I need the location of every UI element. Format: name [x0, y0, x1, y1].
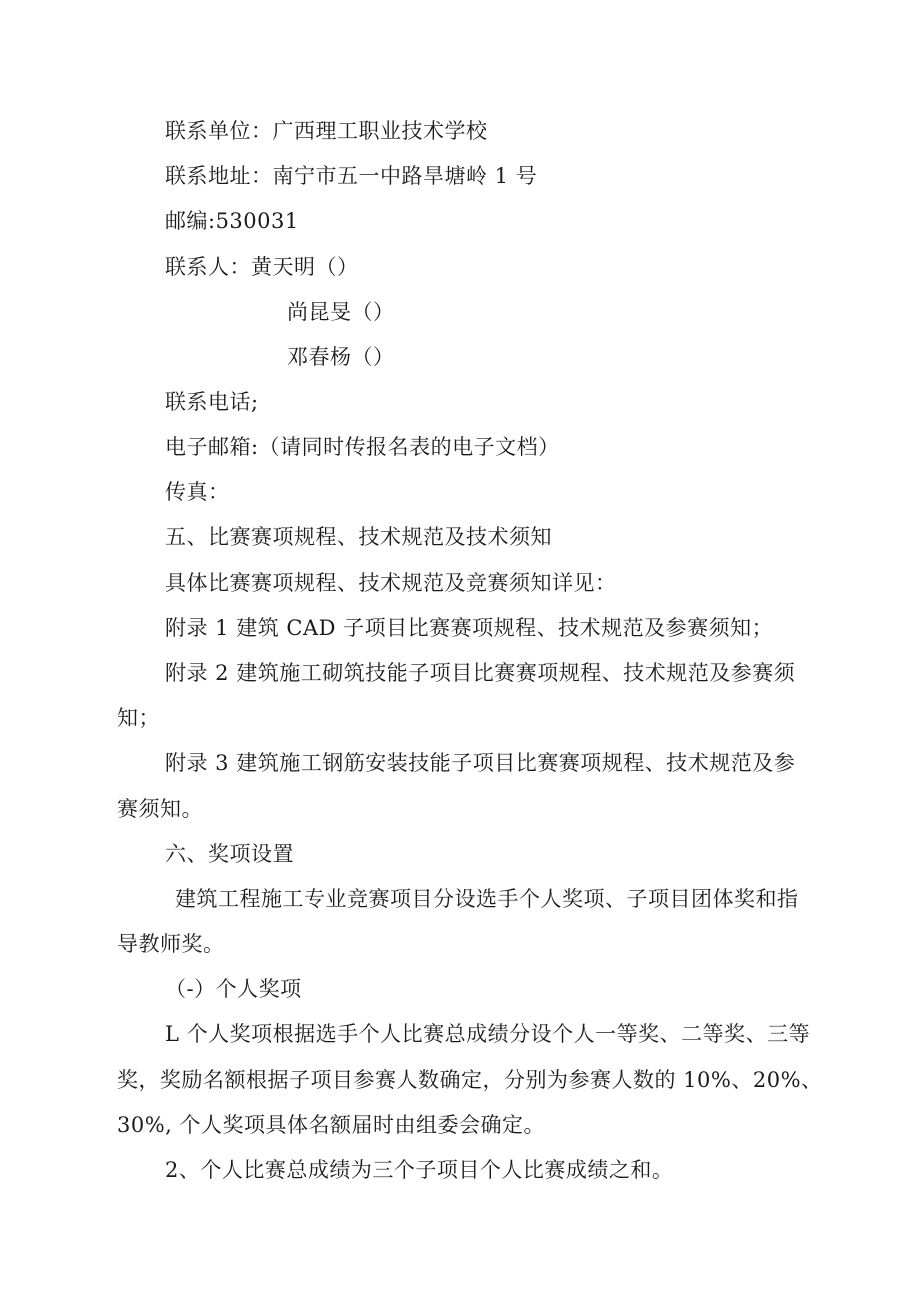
list-item-continued: 奖，奖励名额根据子项目参赛人数确定，分别为参赛人数的 10%、20%、 — [117, 1068, 823, 1092]
section-heading: 五、比赛赛项规程、技术规范及技术须知 — [165, 525, 552, 549]
body-paragraph: 建筑工程施工专业竞赛项目分设选手个人奖项、子项目团体奖和指 — [175, 887, 799, 911]
contact-unit: 联系单位：广西理工职业技术学校 — [165, 119, 488, 143]
contact-address: 联系地址：南宁市五一中路旱塘岭 1 号 — [165, 164, 538, 188]
postcode: 邮编:530031 — [165, 209, 299, 233]
subsection-heading: （-）个人奖项 — [165, 977, 302, 1001]
body-paragraph-continued: 导教师奖。 — [117, 932, 225, 956]
contact-person-2: 尚昆旻（） — [287, 300, 395, 324]
section-intro: 具体比赛赛项规程、技术规范及竞赛须知详见： — [165, 571, 617, 595]
contact-fax: 传真： — [165, 480, 230, 504]
list-item-continued: 30%, 个人奖项具体名额届时由组委会确定。 — [117, 1113, 546, 1137]
list-item: 2、个人比赛总成绩为三个子项目个人比赛成绩之和。 — [165, 1158, 674, 1182]
appendix-item-continued: 赛须知。 — [117, 797, 203, 821]
list-item: L 个人奖项根据选手个人比赛总成绩分设个人一等奖、二等奖、三等 — [165, 1022, 811, 1046]
section-heading: 六、奖项设置 — [165, 842, 294, 866]
contact-phone: 联系电话; — [165, 390, 259, 414]
appendix-item: 附录 1 建筑 CAD 子项目比赛赛项规程、技术规范及参赛须知； — [165, 616, 774, 640]
appendix-item-continued: 知； — [117, 706, 160, 730]
contact-person-3: 邓春杨（） — [287, 345, 395, 369]
contact-email: 电子邮箱:（请同时传报名表的电子文档） — [165, 435, 560, 459]
appendix-item: 附录 3 建筑施工钢筋安装技能子项目比赛赛项规程、技术规范及参 — [165, 751, 796, 775]
contact-person: 联系人：黄天明（） — [165, 255, 359, 279]
appendix-item: 附录 2 建筑施工砌筑技能子项目比赛赛项规程、技术规范及参赛须 — [165, 661, 796, 685]
